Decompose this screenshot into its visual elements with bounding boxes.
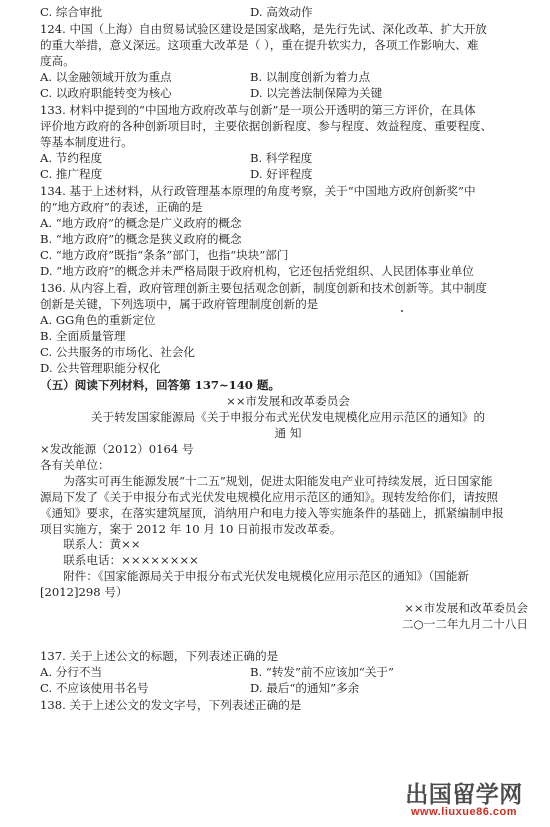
question-136-option-a: A. GG角色的重新定位 <box>40 312 156 327</box>
question-137: 137. 关于上述公文的标题，下列表述正确的是 <box>40 649 279 664</box>
question-124-option-b: B. 以制度创新为着力点 <box>250 69 371 84</box>
question-133-option-d: D. 好评程度 <box>250 166 313 181</box>
question-124-line-3: 度高。 <box>40 53 75 68</box>
blank-spacer <box>40 633 536 648</box>
question-137-options-cd <box>40 681 536 697</box>
question-133-option-c: C. 推广程度 <box>40 166 103 181</box>
section-five-heading: （五）阅读下列材料，回答第 137~140 题。 <box>40 377 281 392</box>
notice-body-line-1: 为落实可再生能源发展“十二五”规划，促进太阳能发电产业可持续发展，近日国家能 <box>63 473 493 488</box>
question-134-option-c: C. “地方政府”既指“条条”部门，也指“块块”部门 <box>40 247 289 262</box>
notice-title-line-1: 关于转发国家能源局《关于申报分布式光伏发电规模化应用示范区的通知》的 <box>90 409 486 424</box>
option-d-top: D. 高效动作 <box>250 5 313 19</box>
notice-contact-phone: 联系电话：×××××××× <box>63 553 199 568</box>
question-124-options-cd <box>40 86 536 102</box>
options-row-top <box>40 5 536 21</box>
notice-body-line-3: 《通知》要求，在落实建筑屋顶，消纳用户和电力接入等实施条件的基础上，抓紧编制申报 <box>40 505 504 520</box>
question-137-option-a: A. 分行不当 <box>40 665 103 680</box>
question-134-option-b: B. “地方政府”的概念是狭义政府的概念 <box>40 231 242 246</box>
question-133-line-3: 等基本制度进行。 <box>40 134 133 149</box>
stray-dot-mark <box>401 310 403 312</box>
question-124-line-1: 124. 中国（上海）自由贸易试验区建设是国家战略，是先行先试、深化改革、扩大开放 <box>40 21 487 36</box>
question-136-option-b: B. 全面质量管理 <box>40 328 126 343</box>
notice-issuing-organization: ××市发展和改革委员会 <box>226 393 350 408</box>
notice-attachment-line-1: 附件：《国家能源局关于申报分布式光伏发电规模化应用示范区的通知》（国能新 <box>63 569 469 584</box>
question-124-line-2: 的重大举措，意义深远。这项重大改革是（ ），重在提升软实力，各项工作影响大、难 <box>40 37 479 52</box>
question-133-option-b: B. 科学程度 <box>250 150 313 165</box>
notice-body-line-4: 项目实施方，案于 2012 年 10 月 10 日前报市发改革委。 <box>40 521 342 536</box>
question-134-option-d: D. “地方政府”的概念并未严格局限于政府机构，它还包括党组织、人民团体事业单位 <box>40 263 474 278</box>
question-136-option-d: D. 公共管理职能分权化 <box>40 360 161 375</box>
question-137-option-b: B. “转发”前不应该加“关于” <box>250 665 394 680</box>
site-watermark <box>390 781 538 819</box>
question-133-line-1: 133. 材料中提到的“中国地方政府改革与创新”是一项公开透明的第三方评价，在具体 <box>40 102 476 117</box>
notice-recipients: 各有关单位： <box>40 457 110 472</box>
question-133-options-cd <box>40 167 536 183</box>
question-134-option-a: A. “地方政府”的概念是广义政府的概念 <box>40 215 242 230</box>
option-c-top: C. 综合审批 <box>40 5 103 19</box>
notice-document-number: ×发改能源（2012）0164 号 <box>40 441 194 456</box>
question-124-options-ab <box>40 70 536 86</box>
notice-signature: ××市发展和改革委员会 <box>404 601 528 616</box>
question-136-line-2 <box>40 297 536 313</box>
notice-contact-person: 联系人：黄×× <box>63 537 141 552</box>
notice-attachment-line-2: [2012]298 号） <box>40 585 128 600</box>
question-136-line-1: 136. 从内容上看，政府管理创新主要包括观念创新，制度创新和技术创新等。其中制度 <box>40 280 487 295</box>
notice-body-line-2: 源局下发了《关于申报分布式光伏发电规模化应用示范区的通知》。现转发给你们，请按照 <box>40 489 498 504</box>
question-133-options-ab <box>40 151 536 167</box>
watermark-url-text: www.liuxue86.com <box>410 805 517 818</box>
question-137-option-c: C. 不应该使用书名号 <box>40 681 149 696</box>
question-138: 138. 关于上述公文的发文字号，下列表述正确的是 <box>40 698 302 713</box>
question-124-option-c: C. 以政府职能转变为核心 <box>40 85 172 100</box>
question-136-option-c: C. 公共服务的市场化、社会化 <box>40 344 195 359</box>
question-137-option-d: D. 最后“的通知”多余 <box>250 681 360 696</box>
question-134-line-2: 的“地方政府”的表述，正确的是 <box>40 199 203 214</box>
question-124-option-a: A. 以金融领域开放为重点 <box>40 69 172 84</box>
question-124-option-d: D. 以完善法制保障为关键 <box>250 85 383 100</box>
question-133-line-2: 评价地方政府的各种创新项目时，主要依据创新程度、参与程度、效益程度、重要程度、 <box>40 118 493 133</box>
question-134-line-1: 134. 基于上述材料，从行政管理基本原理的角度考察，关于“中国地方政府创新奖”中 <box>40 183 476 198</box>
notice-date: 二○一二年九月二十八日 <box>401 617 528 632</box>
question-136-line-2-text: 创新是关键，下列选项中，属于政府管理制度创新的是 <box>40 296 319 311</box>
question-133-option-a: A. 节约程度 <box>40 150 103 165</box>
watermark-main-text: 出国留学网 <box>405 780 523 807</box>
question-137-options-ab <box>40 665 536 681</box>
notice-title-line-2: 通 知 <box>274 425 302 440</box>
